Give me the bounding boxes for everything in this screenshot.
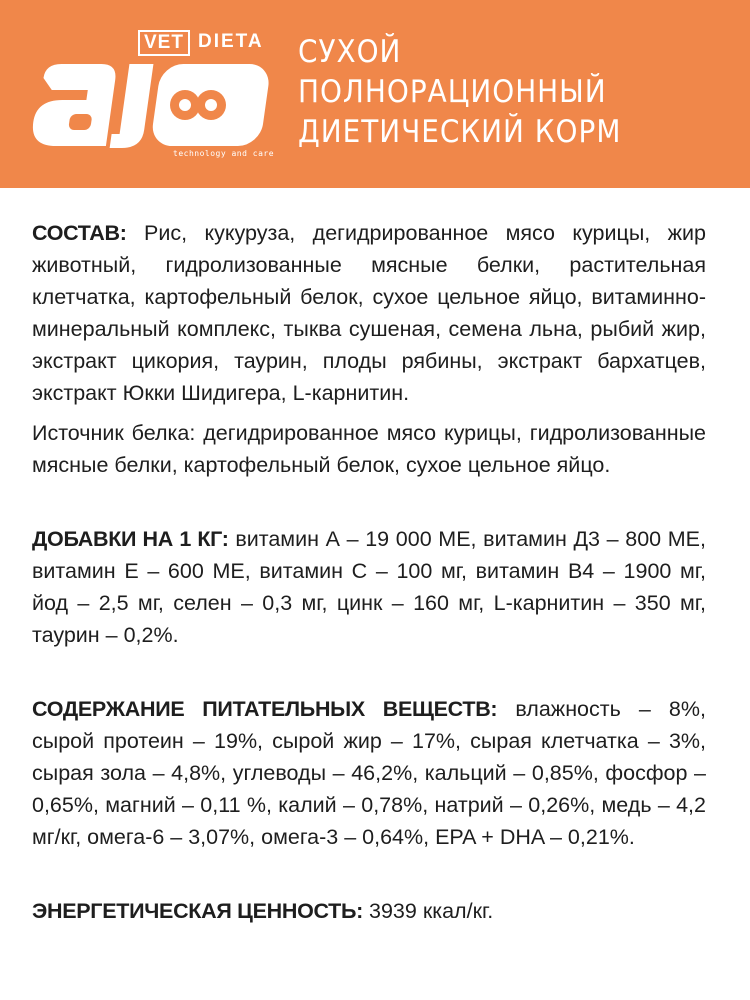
nutrients-text: влажность – 8%, сырой протеин – 19%, сырой жир – 17%, сырая клетчатка – 3%, сырая зола – 4,8%, углеводы – 46,2%, кальций – 0,85%, фосфор – 0,65%, магний – 0,11 %, калий – 0,78%, натрий – 0,26%, медь – 4,2 мг/кг, омега-6 – 3,07%, омега-3 – 0,64%, EPA + DHA – 0,21%.	[32, 697, 706, 849]
additives-label: ДОБАВКИ НА 1 КГ:	[32, 527, 229, 551]
title-line-1: СУХОЙ	[298, 34, 402, 70]
title-line-3: ДИЕТИЧЕСКИЙ КОРМ	[298, 114, 622, 150]
brand-logo	[28, 22, 278, 172]
product-info	[32, 217, 706, 927]
logo-vet-label: VET	[138, 30, 190, 56]
logo-dieta-label: DIETA	[198, 31, 264, 52]
energy-paragraph	[32, 895, 706, 927]
header-banner	[0, 0, 750, 188]
logo-tagline: technology and care	[173, 149, 275, 158]
composition-paragraph	[32, 217, 706, 409]
title-line-2: ПОЛНОРАЦИОННЫЙ	[298, 74, 607, 110]
logo-ajo-mark	[28, 60, 278, 150]
protein-source-text: Источник белка: дегидрированное мясо курицы, гидролизованные мясные белки, картофельный белок, сухое цельное яйцо.	[32, 421, 706, 477]
protein-source-paragraph	[32, 417, 706, 481]
energy-label: ЭНЕРГЕТИЧЕСКАЯ ЦЕННОСТЬ:	[32, 899, 364, 923]
composition-label: СОСТАВ:	[32, 221, 127, 245]
additives-text: витамин А – 19 000 МЕ, витамин Д3 – 800 МЕ, витамин Е – 600 МЕ, витамин С – 100 мг, витамин В4 – 1900 мг, йод – 2,5 мг, селен – 0,3 мг, цинк – 160 мг, L-карнитин – 350 мг, таурин – 0,2%.	[32, 527, 706, 647]
energy-text: 3939 ккал/кг.	[369, 899, 494, 923]
nutrients-paragraph	[32, 693, 706, 853]
additives-paragraph	[32, 523, 706, 651]
composition-text: Рис, кукуруза, дегидрированное мясо курицы, жир животный, гидролизованные мясные белки, растительная клетчатка, картофельный белок, сухое цельное яйцо, витаминно-минеральный комплекс, тыква сушеная, семена льна, рыбий жир, экстракт цикория, таурин, плоды рябины, экстракт бархатцев, экстракт Юкки Шидигера, L-карнитин.	[32, 221, 706, 405]
nutrients-label: СОДЕРЖАНИЕ ПИТАТЕЛЬНЫХ ВЕЩЕСТВ:	[32, 697, 498, 721]
product-title	[298, 32, 738, 152]
